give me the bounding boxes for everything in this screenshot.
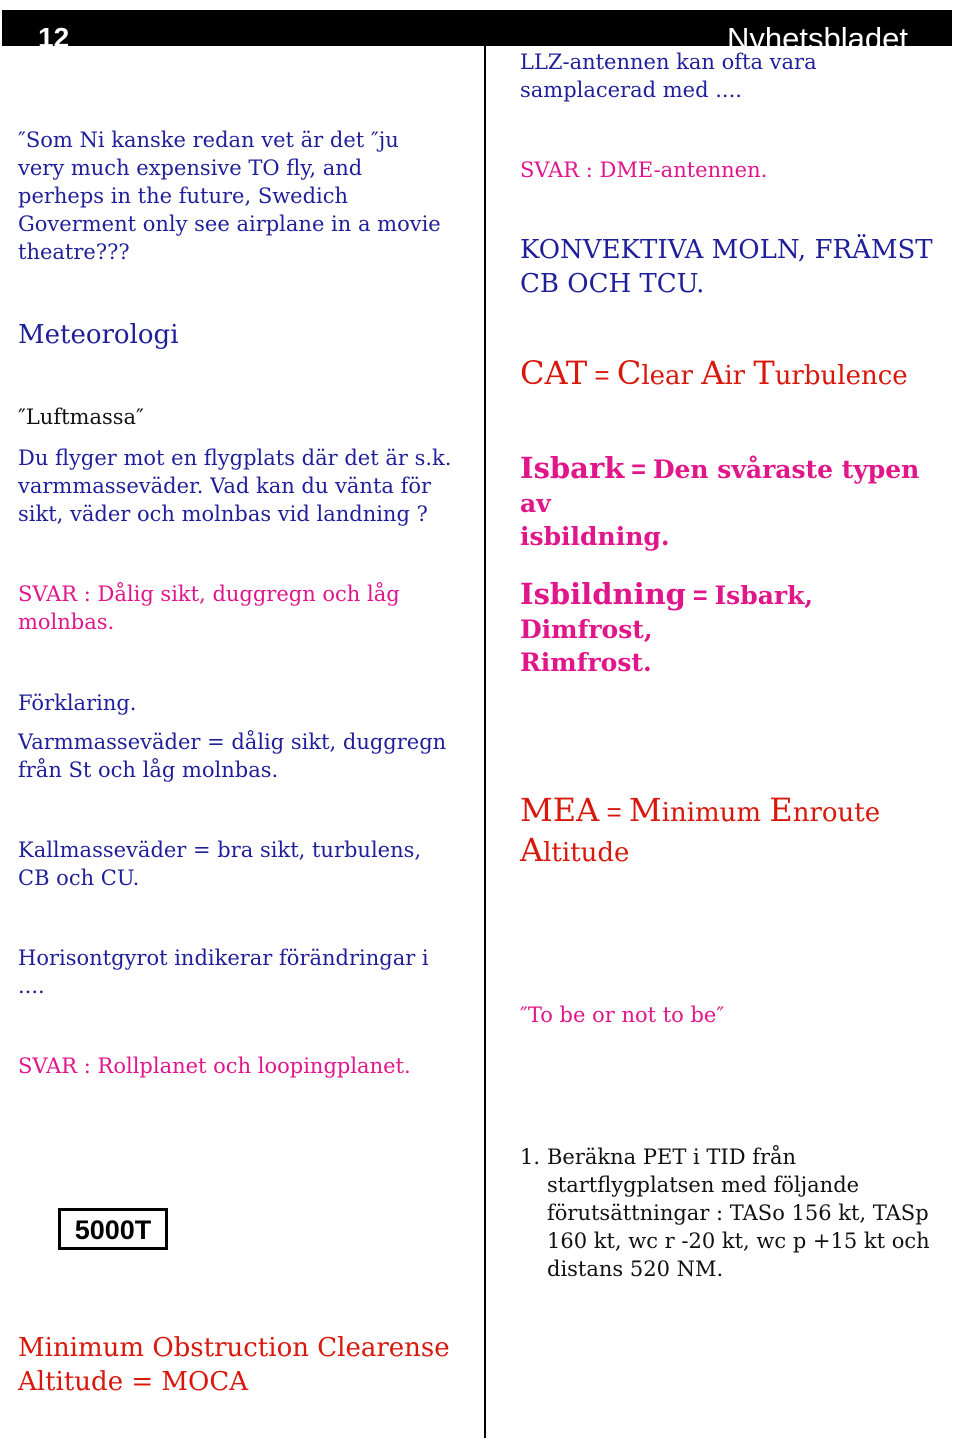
word-rest: ltitude: [543, 838, 630, 868]
explanation-line: från St och låg molnbas.: [18, 758, 279, 782]
newsletter-title: Nyhetsbladet: [727, 21, 908, 56]
equals-sign: =: [587, 360, 617, 390]
isbildning-term: Isbildning: [520, 577, 686, 611]
word-rest: inimum: [661, 798, 770, 828]
cold-mass-explanation: [18, 836, 468, 892]
isbark-def-cont: isbildning.: [520, 522, 670, 551]
answer-line: SVAR : Dålig sikt, duggregn och låg: [18, 582, 400, 606]
pet-line: 160 kt, wc r -20 kt, wc p +15 kt och: [547, 1229, 930, 1253]
moca-definition: [18, 1331, 468, 1399]
meteorology-heading: Meteorologi: [18, 320, 179, 350]
llz-line: samplacerad med ....: [520, 78, 742, 102]
page-number: 12: [38, 22, 70, 53]
llz-answer: SVAR : DME-antennen.: [520, 158, 768, 182]
llz-line: LLZ-antennen kan ofta vara: [520, 50, 817, 74]
moca-line: Minimum Obstruction Clearense: [18, 1333, 450, 1363]
convective-clouds: [520, 233, 950, 301]
initial-a: A: [701, 354, 725, 392]
mea-abbr: MEA: [520, 791, 600, 829]
altitude-box-5000t: 5000T: [58, 1208, 168, 1250]
weather-question: [18, 444, 468, 528]
to-be-quote: ″To be or not to be″: [520, 1003, 725, 1027]
equals-sign: =: [685, 582, 715, 610]
mea-definition: [520, 792, 950, 872]
cat-abbr: CAT: [520, 354, 588, 392]
explanation-line: CB och CU.: [18, 866, 140, 890]
equals-sign: =: [624, 456, 653, 484]
word-rest: urbulence: [774, 361, 908, 391]
quote-paragraph: [18, 126, 468, 266]
question-line: sikt, väder och molnbas vid landning ?: [18, 502, 428, 526]
gyro-line: Horisontgyrot indikerar förändringar i: [18, 946, 429, 970]
question-number: 1.: [520, 1145, 541, 1169]
question-line: Du flyger mot en flygplats där det är s.k.: [18, 446, 452, 470]
explanation-line: Kallmasseväder = bra sikt, turbulens,: [18, 838, 422, 862]
isbildning-definition: [520, 578, 950, 679]
pet-line: distans 520 NM.: [547, 1257, 724, 1281]
convective-line: KONVEKTIVA MOLN, FRÄMST: [520, 235, 933, 265]
answer-line: molnbas.: [18, 610, 115, 634]
pet-line: förutsättningar : TASo 156 kt, TASp: [547, 1201, 929, 1225]
initial-e: E: [769, 791, 793, 829]
initial-t: T: [753, 354, 775, 392]
isbark-term: Isbark: [520, 451, 625, 485]
word-rest: nroute: [792, 798, 881, 828]
page-header: [2, 10, 952, 56]
warm-mass-explanation: [18, 728, 468, 784]
isbark-def: Den svåraste typen av: [520, 455, 920, 518]
gyro-line: ....: [18, 974, 45, 998]
luftmassa-label: ″Luftmassa″: [18, 405, 144, 429]
gyro-answer: SVAR : Rollplanet och loopingplanet.: [18, 1054, 411, 1078]
moca-line: Altitude = MOCA: [18, 1367, 249, 1397]
weather-answer: [18, 580, 468, 636]
question-line: varmmasseväder. Vad kan du vänta för: [18, 474, 432, 498]
pet-question: [547, 1143, 947, 1283]
convective-line: CB OCH TCU.: [520, 269, 705, 299]
cat-definition: [520, 356, 950, 393]
isbark-definition: [520, 452, 950, 553]
isbildning-def-cont: Rimfrost.: [520, 648, 652, 677]
quote-line: very much expensive TO fly, and: [18, 156, 363, 180]
explanation-line: Varmmasseväder = dålig sikt, duggregn: [18, 730, 447, 754]
quote-line: theatre???: [18, 240, 130, 264]
initial-c: C: [616, 354, 642, 392]
word-rest: ir: [724, 361, 754, 391]
equals-sign: =: [599, 797, 629, 827]
llz-question: [520, 48, 950, 104]
quote-line: perheps in the future, Swedich: [18, 184, 349, 208]
column-divider: [484, 46, 486, 1438]
gyro-question: [18, 944, 468, 1000]
pet-line: Beräkna PET i TID från: [547, 1145, 797, 1169]
isbildning-def: Isbark, Dimfrost,: [520, 581, 814, 644]
quote-line: Goverment only see airplane in a movie: [18, 212, 441, 236]
word-rest: lear: [641, 361, 702, 391]
explanation-heading: Förklaring.: [18, 691, 137, 715]
initial-a: A: [520, 831, 544, 869]
initial-m: M: [628, 791, 662, 829]
quote-line: ″Som Ni kanske redan vet är det ″ju: [18, 128, 399, 152]
pet-line: startflygplatsen med följande: [547, 1173, 860, 1197]
